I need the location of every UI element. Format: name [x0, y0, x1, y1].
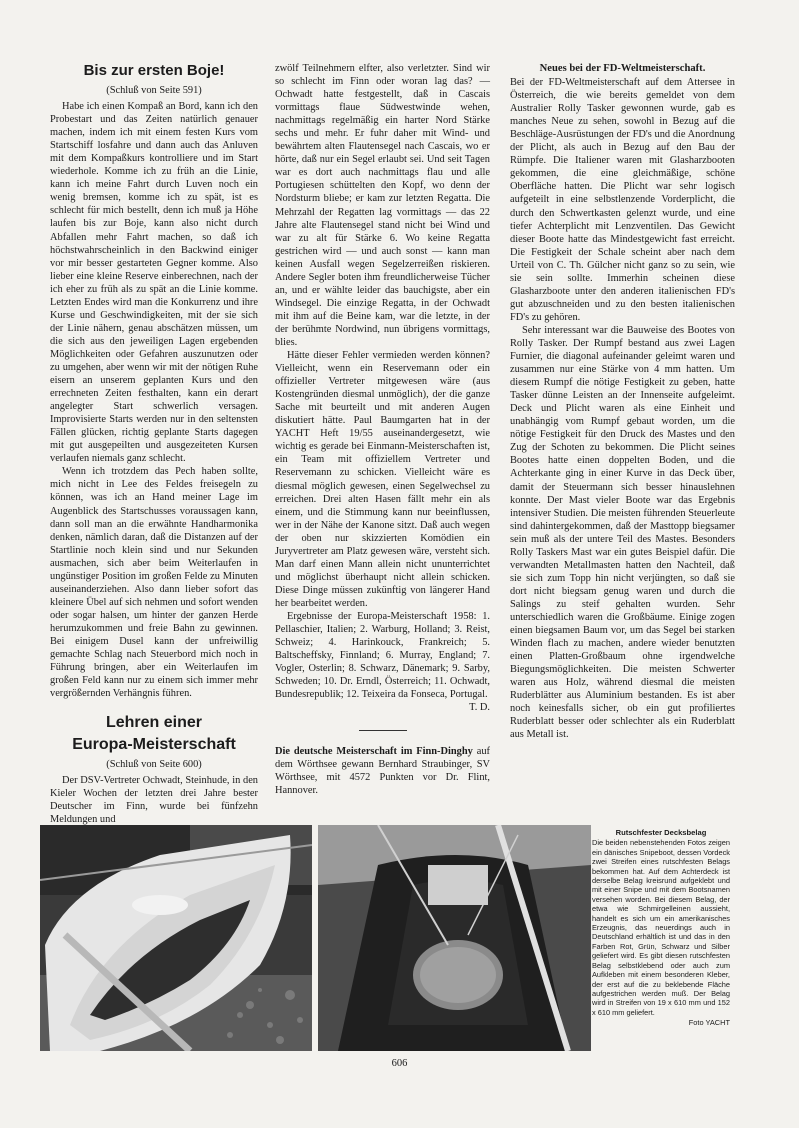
finn-heading: Die deutsche Meisterschaft im Finn-Dinghy [275, 746, 473, 758]
paragraph: Habe ich einen Kompaß an Bord, kann ich den Probestart und das Zeiten natürlich genauer machen, indem ich mit einem festen Kurs vom Startschiff losfahre und dann auch das Anluven mit dem Kompaßkurs kontrolliere und im Start wiederhole. Komme ich zu früh an die Linie, kann ich meine Fahrt durch Luven noch ein wenig bremsen, komme ich zu spät, ist es schlecht für mich bestellt, denn ich muß ja Höhe laufen bis zur Boje, kann also nicht durch Abfallen mehr Fahrt machen, so daß ich höchstwahrscheinlich in den Backwind einiger vor mir besser gestarteten Gegner komme. Also lieber eine kleine Reserve einberechnen, nach der ich eher zu früh als zu spät an die Linie komme. Letzten Endes wird man die Konkurrenz und ihre Kurse und Geschwindigkeiten, mit der sie sich der Linie nähern, genau abschätzen müssen, um die sich aus den jeweiligen Lagen ergebenden Möglichkeiten oder Gefahren auszunutzen oder zu umgehen, aber wenn wir mit der nötigen Ruhe eisern an unserem geplanten Kurs und den errechneten Zeiten festhalten, kann ein derart angelegter Start schwerlich versagen. Improvisierte Starts werden nur in den seltensten Fällen glücken, richtig geplante Starts dagegen mit gut ausgepeilten und ausgezeiteten Kursen verlaufen niemals ganz schlecht. [50, 101, 258, 465]
continuation-note: (Schluß von Seite 591) [106, 85, 202, 96]
caption-title: Rutschfester Decksbelag [615, 828, 707, 837]
continuation-note: (Schluß von Seite 600) [106, 759, 202, 771]
paragraph: Wenn ich trotzdem das Pech haben sollte, mich nicht in Lee des Feldes freisegeln zu können, was ich an Hand meiner Lage im Augenblick des Startschusses voraussagen kann, dann soll man an die erwähnte Handharmonika denken, nämlich daran, daß die Distanzen auf der Startlinie noch klein sind und nur Sekunden ausmachen, sich aber beim Weiterlaufen in ungünstiger Position im großen Felde zu Minuten auseinanderziehen. Also dann lieber sofort das kleinere Übel auf sich nehmen und sofort wenden oder sogar halsen, um hinter der ganzen Herde herumzukommen und freie Bahn zu gewinnen. Bei einigem Dusel kann der unfreiwillig gemachte Schlag nach Steuerbord mich noch in Führung bringen, aber ein Weiterlaufen im großen Feld kann nur zu einem sich immer mehr vergrößernden Verhängnis führen. [50, 466, 258, 700]
fd-heading: Neues bei der FD-Weltmeisterschaft. [539, 63, 706, 74]
paragraph: Der DSV-Vertreter Ochwadt, Steinhude, in den Kieler Wochen der letzten drei Jahre bester Deutscher im Finn, wurde bei fünfzehn Meldungen und [50, 775, 258, 826]
article-title-europa [50, 712, 258, 756]
article-title-boje: Bis zur ersten Boje! [83, 62, 225, 79]
paragraph: Sehr interessant war die Bauweise des Bootes von Rolly Tasker. Der Rumpf bestand aus zwei Lagen Furnier, die diagonal aufeinander geleimt waren und zusammen nur eine Stärke von 4 mm hatten. Um diesem Rumpf die nötige Festigkeit zu geben, hatte Tasker dünne Leisten an der Innenseite aufgeleimt. Deck und Plicht waren als eine Einheit und unabhängig vom Rumpf gebaut worden, um die nötige Festigkeit für den Druck des Mastes und den Zug der Schoten zu bekommen. Die Plicht seines Bootes hatte einen doppelten Boden, und die Achterkante ging in einer Kurve in das Deck über, damit der Steuermann sich besser hinauslehnen konnte. Der Mast vieler Boote war das Ergebnis intensiver Studien. Die meisten führenden Steuerleute sind dahintergekommen, daß der Masttopp biegsamer sein muß als der untere Teil des Mastes. Besonders Rolly Taskers Mast war ein gutes Beispiel dafür. Die verwandten Metallmasten hatten den Nachteil, daß sie sich zum Topp hin nicht verjüngten, so daß sie dort nicht biegsam genug waren und durch die Salings zu steif gehalten wurden. Sehr unterschiedlich waren die Großbäume. Einige zogen einen biegsamen Baum vor, um das Segel bei starken Winden flach zu machen, andere wieder benutzten einen Platten-Großbaum ohne irgendwelche Biegungsmöglichkeiten. Die meisten Schwerter waren aus Holz, während diesmal die meisten Ruderblätter aus Aluminium bestanden. Es ist aber noch keinesfalls sicher, ob ein gut profiliertes Ruderblatt besser oder schlechter als ein Ruderblatt aus Metall ist. [510, 324, 735, 741]
results-paragraph: Ergebnisse der Europa-Meisterschaft 1958: 1. Pellaschier, Italien; 2. Warburg, Holland; 3. Reist, Schweiz; 4. Harinkouck, Frankreich; 5. Baltscheffsky, Finnland; 6. Murray, England; 7. Vogler, Osterlin; 8. Schwarz, Dänemark; 9. Sarby, Schweden; 10. Dr. Erndl, Österreich; 11. Ochwadt, Bundesrepublik; 12. Teixeira da Fonseca, Portugal. [275, 610, 490, 701]
column-middle [275, 62, 490, 798]
page-number: 606 [391, 1058, 408, 1069]
paragraph: Hätte dieser Fehler vermieden werden können? Vielleicht, wenn ein Reservemann oder ein offizieller Vertreter mitgewesen wäre (aus Kostengründen diesmal unmöglich), der die ganze Sache mit beurteilt und mit anderen Augen diskutiert hätte. Paul Baumgarten hat in der YACHT Heft 19/55 auseinandergesetzt, wie wichtig es gerade bei Einmann-Meisterschaften ist, ein Team mit offiziellem Vertreter und Reservemann zu schicken. Vielleicht wäre es diesmal möglich gewesen, einen Segelwechsel zu erreichen. Drei alten Hasen fällt mehr ein als einem, und die Stimmung kann nur beeinflussen, wer in der Nähe der Kanone sitzt. Daß auch wegen der oben nur skizzierten Komödien ein Juryvertreter am Platz gewesen wäre, versteht sich. Man darf einen Mann allein nicht ununterrichtet und möglichst überhaupt nicht allein schicken. Diese Dinge müssen zukünftig von längerer Hand her bearbeitet werden. [275, 350, 490, 609]
snipe-boat-foredeck-photo [318, 825, 591, 1051]
finn-paragraph [275, 745, 490, 797]
title-line: Europa-Meisterschaft [72, 736, 236, 754]
finn-text: auf dem Wörthsee gewann Bernhard Straubinger, SV Wörthsee, mit 4572 Punkten vor Dr. Flint, Hannover. [275, 746, 490, 797]
photo-caption [592, 828, 730, 1028]
column-left [50, 62, 258, 826]
divider [359, 730, 407, 731]
paragraph: Bei der FD-Weltmeisterschaft auf dem Attersee in Österreich, die wie bereits gemeldet von dem Australier Rolly Tasker gewonnen wurde, gab es manches Neue zu sehen, sowohl in Bezug auf die Beschläge-Ausrüstungen der FD's und die Anordnung der Plicht, als auch in Bezug auf den Bau der Rümpfe. Die Italiener waren mit Glasharzbooten gekommen, die eine gleichmäßige, schöne Oberfläche hatten. Die Plicht war sehr logisch aufgeteilt in eine selbstlenzende Vorderplicht, die durch den Schwertkasten gelenzt wurde, und eine tiefer Achterplicht mit Lenzventilen. Das Gewicht dieser Boote hatte das Mindestgewicht fast erreicht. Die Festigkeit der Schale scheint aber nach dem Urteil von C. Th. Gülcher nicht ganz so zu sein, wie sie sein sollte. Immerhin scheinen diese Glasharzboote unter den anderen italienischen FD's gut abzuschneiden und zu den besten italienischen FD's zu gehören. [510, 77, 735, 323]
caption-text: Die beiden nebenstehenden Fotos zeigen ein dänisches Snipeboot, dessen Vordeck zwei Streifen eines rutschfesten Belags bekommen hat. Auf dem Achterdeck ist derselbe Belag kreisrund aufgeklebt und mit einer Snipe und mit dem Bootsnamen versehen worden. Bei diesem Belag, der etwa wie Schmirgelleinen aussieht, handelt es sich um ein amerikanisches Erzeugnis, das neuerdings auch in Deutschland erhältlich ist und das in den Farben Rot, Grün, Schwarz und Silber geliefert wird. Es gibt diesen rutschfesten Belag selbstklebend oder auch zum Aufkleben mit einem besonderen Kleber, der erst auf die zu beklebende Fläche aufgestrichen werden muß. Der Belag wird in Streifen von 19 x 610 mm und 152 x 610 mm geliefert. [592, 838, 730, 1017]
photo-credit: Foto YACHT [688, 1018, 730, 1028]
author-initials: T. D. [469, 702, 490, 714]
title-line: Lehren einer [105, 714, 203, 732]
snipe-boat-stern-photo [40, 825, 312, 1051]
column-right [510, 62, 735, 741]
paragraph: zwölf Teilnehmern elfter, also verletzter. Sind wir so schlecht im Finn oder woran lag das? — Ochwadt hatte festgestellt, daß in Cascais vormittags flaue Südwestwinde wehen, nachmittags regelmäßig ein harter Nord Stärke sechs und mehr. Er fuhr daher mit Wind- und bewährtem alten Flautensegel nach Cascais, wo er hörte, daß nur ein Segel erlaubt sei. Und seit Tagen war es dort auch nachmittags flau und alle Portugiesen schüttelten den Kopf, wo denn der Nordsturm bliebe; er kam zur letzten Regatta. Die Mehrzahl der Regatten lag vormittags — das 22 Jahre alte Flautensegel stand nicht bei Wind und war zu alt für Stärke 6. Wo keine Regatta gestrichen wird — und auch sonst — kann man keinen Ausfall wegen Segelzerreißen riskieren. Andere Segler boten ihm freundlicherweise Tücher an, und er wählte leider das bauchigste, aber ein Windsegel. Die einzige Regatta, in der Ochwadt mit ihm auf die Beine kam, war die letzte, in der der berühmte Nordwind, nun übrigens vormittags, blies. [275, 63, 490, 348]
